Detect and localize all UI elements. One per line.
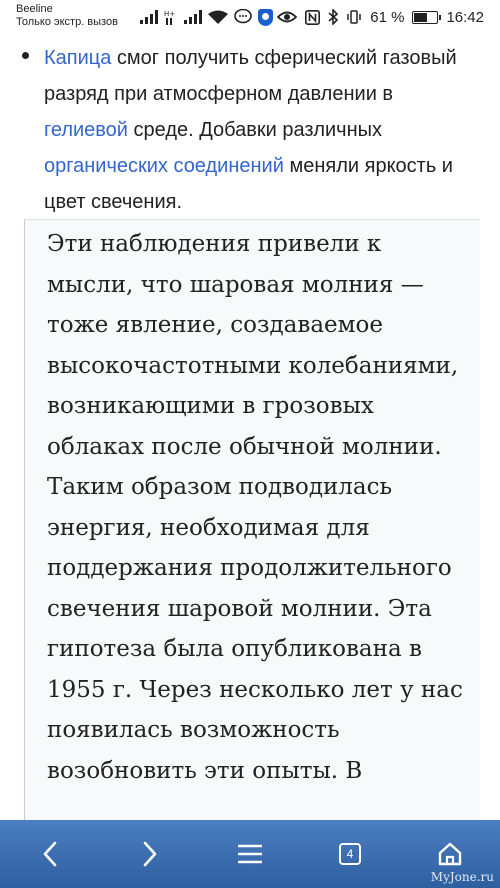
messenger-icon <box>234 9 252 25</box>
article-link[interactable]: органических соединений <box>44 155 284 177</box>
menu-icon <box>238 843 262 865</box>
vibrate-icon <box>346 9 362 25</box>
battery-fill <box>414 13 427 22</box>
quote-text: Эти наблюдения привели к мысли, что шаровая молния — тоже явление, создаваемое высокочастотными колебаниями, возникающими в грозовых облаках после обычной молнии. Таким образом подводилась энергия, необходимая для поддержания продолжительного свечения шаровой молнии. Эта гипотеза была опубликована в 1955 г. Через несколько лет у нас появилась возможность возобновить эти опыты. В <box>47 231 463 784</box>
wifi-icon <box>208 10 228 24</box>
mobile-data-icon <box>164 9 178 25</box>
tabs-count: 4 <box>339 843 361 865</box>
carrier-info <box>16 3 118 29</box>
blockquote <box>24 219 480 820</box>
list-item <box>22 40 482 220</box>
battery-percent: 61 % <box>370 8 405 26</box>
article-link[interactable]: гелиевой <box>44 119 128 141</box>
article-content[interactable] <box>0 34 500 820</box>
carrier-sub: Только экстр. вызов <box>16 16 118 28</box>
chevron-left-icon <box>42 841 58 867</box>
signal-2-icon <box>184 10 202 24</box>
bullet-dot <box>22 52 29 59</box>
list-item-text <box>44 40 482 220</box>
carrier-name: Beeline <box>16 3 53 15</box>
tabs-button[interactable] <box>300 820 400 888</box>
paragraph-text: меняли яркость и цвет свечения. <box>44 155 453 213</box>
menu-button[interactable] <box>200 820 300 888</box>
home-icon <box>437 841 463 867</box>
article-link[interactable]: Капица <box>44 47 112 69</box>
bluetooth-icon <box>328 9 338 25</box>
watermark: MyJone.ru <box>430 870 494 884</box>
status-icons-right <box>277 6 484 28</box>
eye-icon <box>277 11 297 23</box>
status-bar <box>0 0 500 34</box>
signal-icon <box>140 10 158 24</box>
paragraph-text: среде. Добавки различных <box>127 119 383 141</box>
clock: 16:42 <box>446 8 484 26</box>
shield-icon <box>258 9 273 26</box>
paragraph-text: смог получить сферический газовый разряд при атмосферном давлении в <box>44 47 457 105</box>
nfc-icon <box>305 10 320 25</box>
status-icons-left <box>140 8 273 26</box>
forward-button[interactable] <box>100 820 200 888</box>
battery-icon <box>412 11 438 24</box>
chevron-right-icon <box>142 841 158 867</box>
back-button[interactable] <box>0 820 100 888</box>
bottom-navigation-bar <box>0 820 500 888</box>
svg-text:H+: H+ <box>164 10 176 18</box>
